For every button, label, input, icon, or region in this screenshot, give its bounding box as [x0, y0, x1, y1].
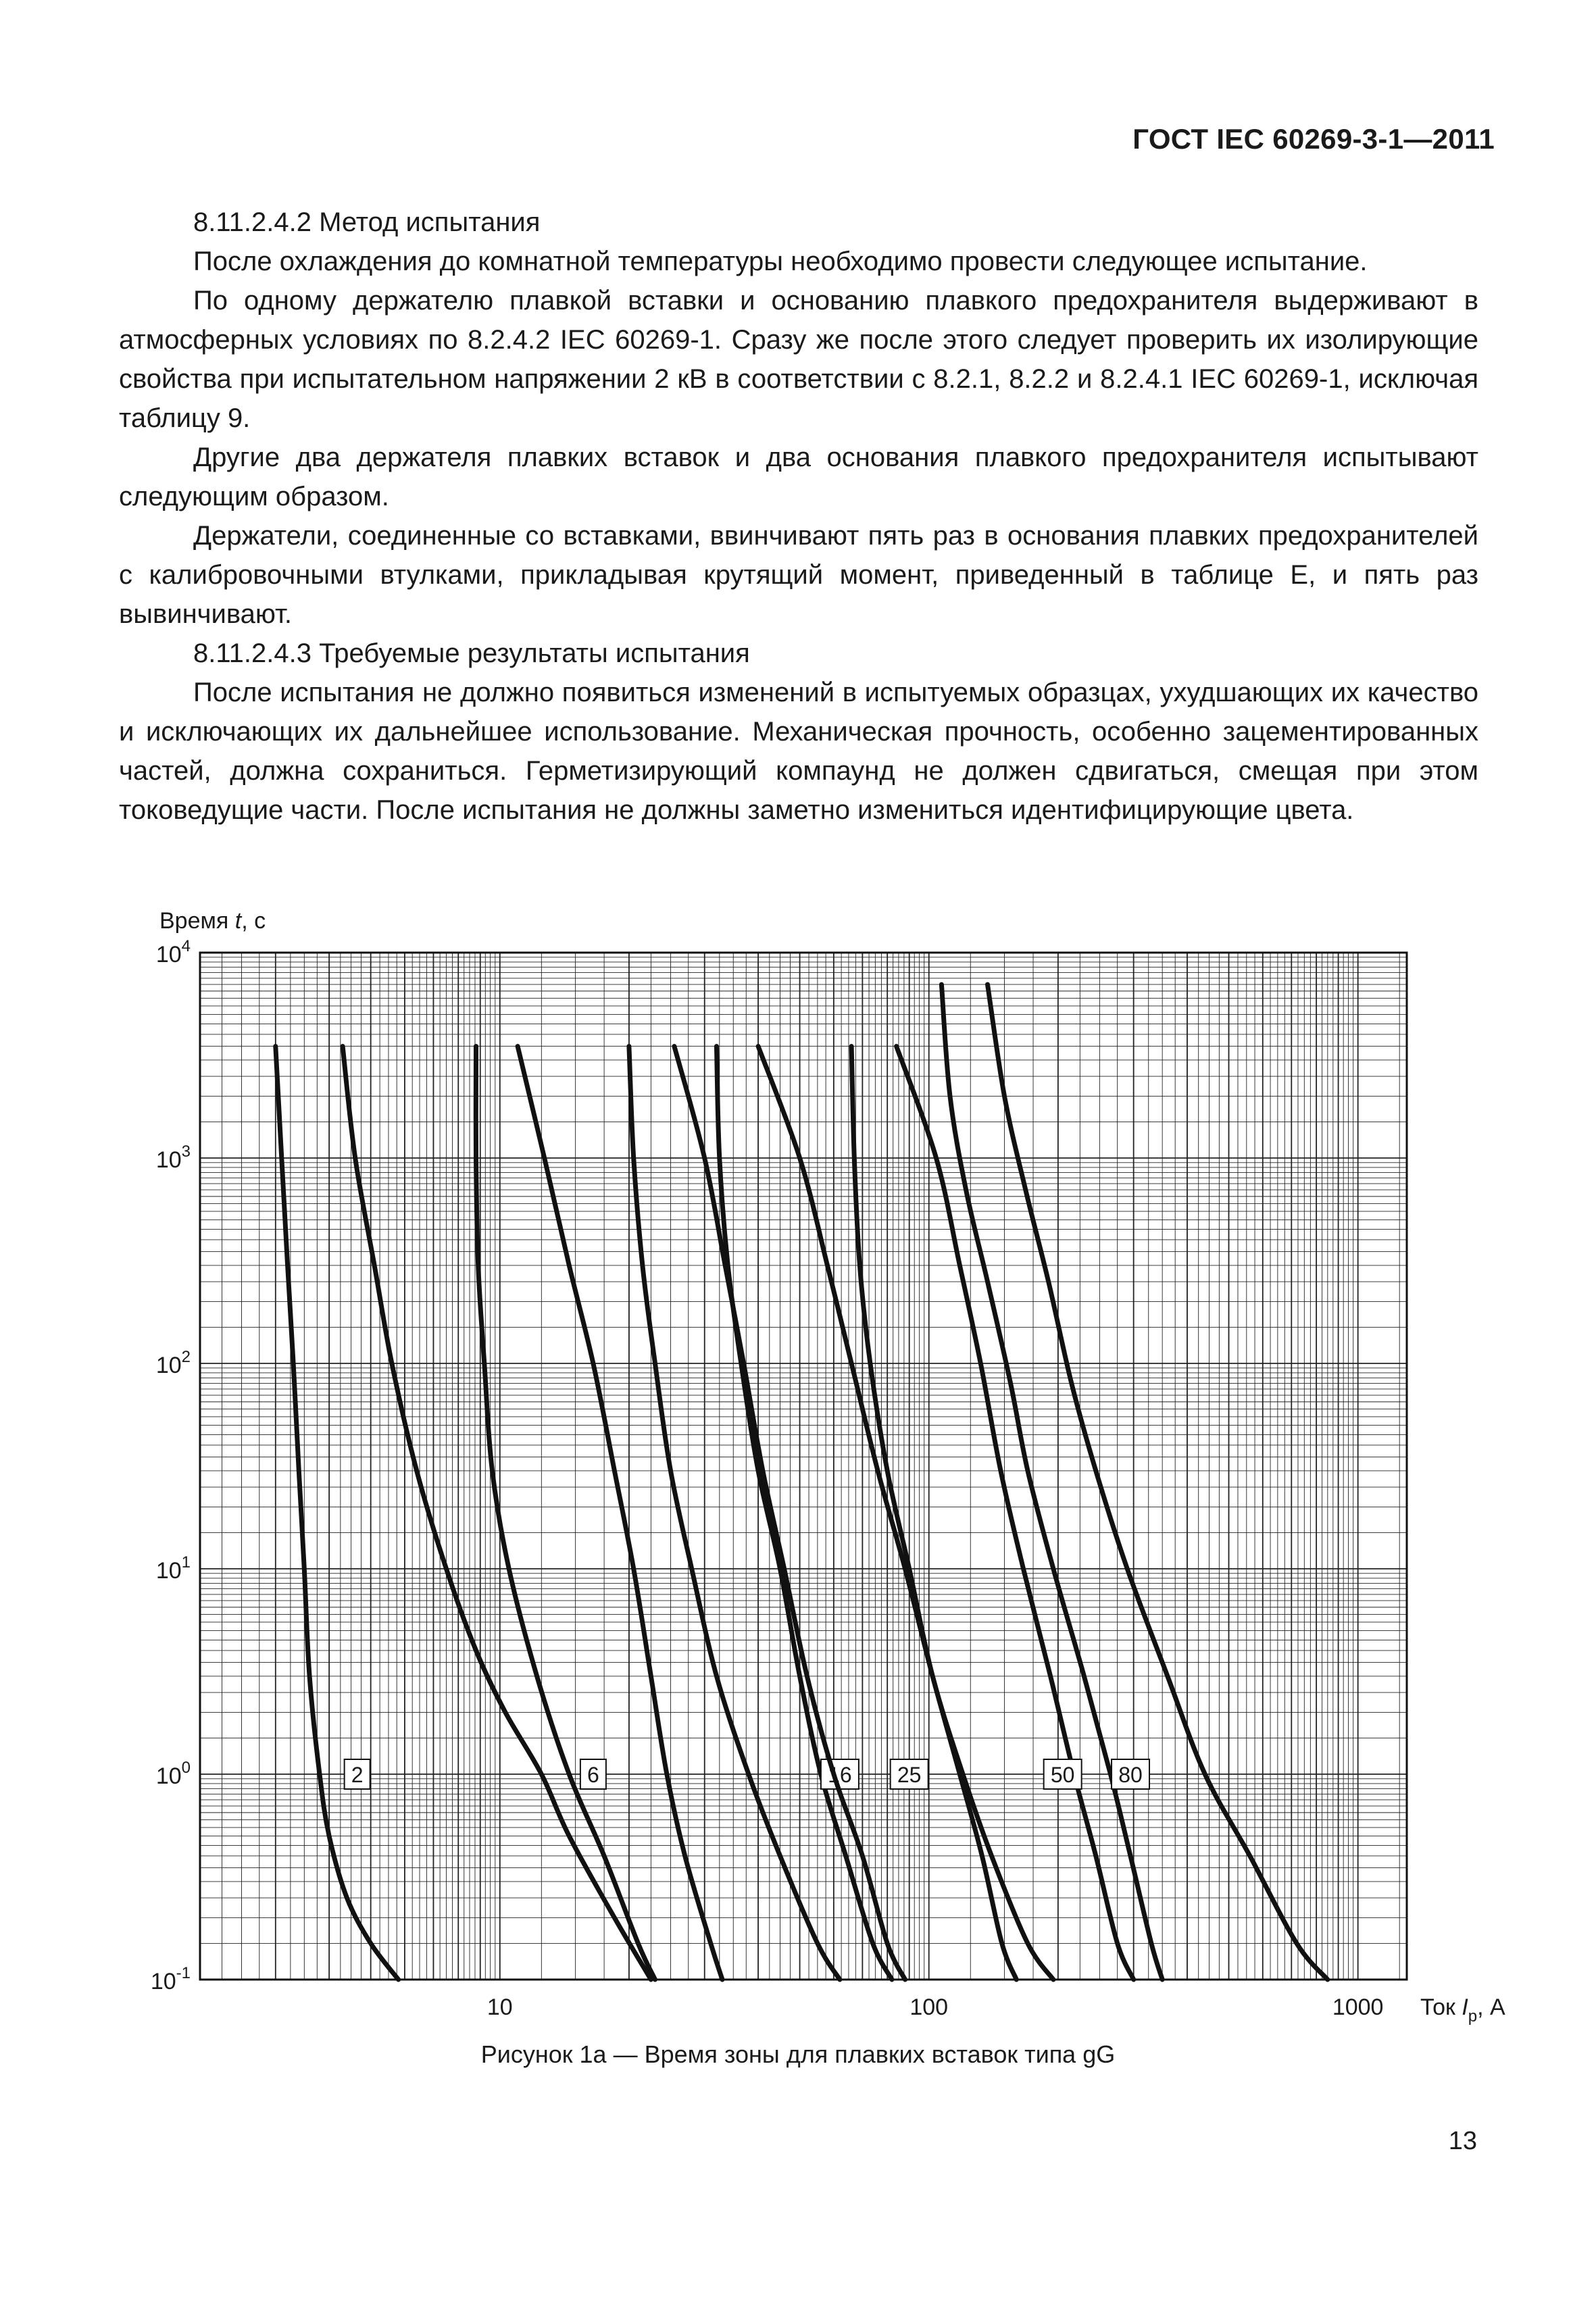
y-tick-label: $10^3$	[155, 1142, 191, 1173]
series-6-zone	[476, 1047, 722, 1980]
series-label: 6	[587, 1763, 599, 1787]
series-label: 16	[828, 1763, 852, 1787]
series-line-lower-boundary	[674, 1047, 905, 1980]
y-axis-label: Время t, с	[159, 908, 266, 934]
y-tick-label: $10^4$	[155, 937, 191, 967]
series-line-lower-boundary	[476, 1047, 655, 1980]
y-tick-label: $10^1$	[155, 1553, 191, 1584]
series-16-zone	[629, 1047, 892, 1980]
paragraph: После охлаждения до комнатной температуры необходимо провести следующее испытание.	[193, 247, 1368, 276]
paragraph: Держатели, соединенные со вставками, ввинчивают пять раз в основания плавких предохранителей с калибровочными втулками, прикладывая крутящий момент, приведенный в таблице Е, и пять раз вывинчивают.	[119, 521, 1478, 629]
section-heading-method: 8.11.2.4.2 Метод испытания	[193, 207, 541, 237]
x-tick-label: 100	[909, 1994, 949, 2020]
paragraph: По одному держателю плавкой вставки и основанию плавкого предохранителя выдерживают в атмосферных условиях по 8.2.4.2 IEC 60269-1. Сразу же после этого следует проверить их изолирующие свойства при испытательном напряжении 2 кВ в соответствии с 8.2.1, 8.2.2 и 8.2.4.1 IEC 60269-1, исключая таблицу 9.	[119, 286, 1478, 433]
series-label: 2	[351, 1763, 364, 1787]
series-line-upper-boundary	[717, 1047, 893, 1980]
chart-grid	[200, 953, 1407, 1980]
series-line-upper-boundary	[518, 1047, 722, 1980]
paragraph: Другие два держателя плавких вставок и два основания плавкого предохранителя испытывают следующим образом.	[119, 443, 1478, 511]
figure-caption: Рисунок 1а — Время зоны для плавких вставок типа gG	[480, 2040, 1116, 2068]
x-tick-label: 10	[487, 1994, 513, 2020]
series-80-zone	[941, 984, 1327, 1980]
time-current-chart	[0, 878, 1596, 2094]
plot-frame	[200, 953, 1407, 1980]
page-number: 13	[1448, 2127, 1477, 2155]
series-label: 25	[897, 1763, 922, 1787]
x-axis-label: Ток $I_p$, А	[1420, 1994, 1505, 2026]
y-tick-label: $10^2$	[155, 1348, 191, 1378]
series-label: 50	[1050, 1763, 1075, 1787]
section-heading-results: 8.11.2.4.3 Требуемые результаты испытания	[193, 638, 750, 668]
y-tick-label: $10^{-1}$	[150, 1964, 191, 1994]
x-tick-label: 1000	[1332, 1994, 1384, 2020]
series-label: 80	[1118, 1763, 1143, 1787]
y-tick-label: $10^0$	[155, 1759, 191, 1789]
paragraph: После испытания не должно появиться изменений в испытуемых образцах, ухудшающих их качество и исключающих их дальнейшее использование. Механическая прочность, особенно зацементированных частей, должна сохраниться. Герметизирующий компаунд не должен сдвигаться, смещая при этом токоведущие части. После испытания не должны заметно измениться идентифицирующие цвета.	[119, 678, 1478, 825]
series-line-upper-boundary	[897, 1047, 1134, 1980]
standard-id-header: ГОСТ IEC 60269-3-1—2011	[1132, 123, 1495, 155]
time-current-figure	[0, 878, 1596, 2094]
series-line-upper-boundary	[988, 984, 1328, 1980]
body-text	[119, 203, 1478, 830]
series-50-zone	[851, 1047, 1134, 1980]
